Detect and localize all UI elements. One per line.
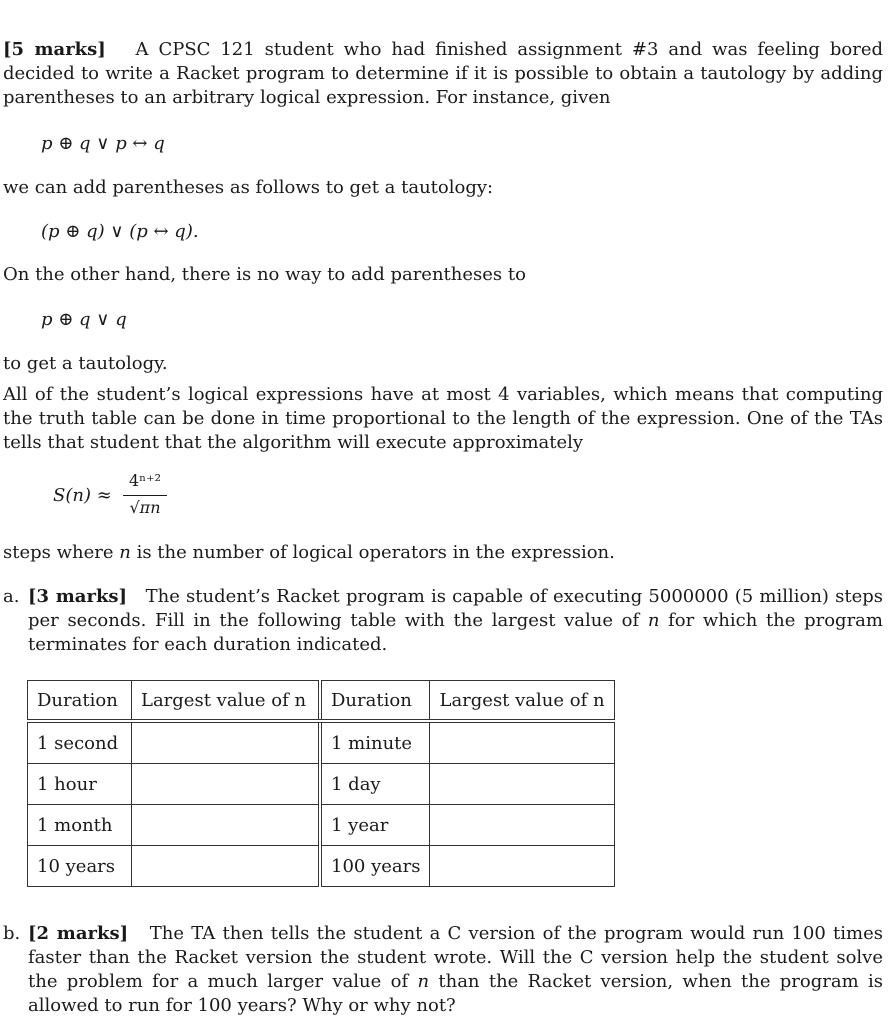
- duration-table: [27, 680, 615, 887]
- other-hand-line: On the other hand, there is no way to add parentheses to: [3, 264, 526, 285]
- answer-cell[interactable]: [430, 764, 614, 805]
- expression-1: p ⊕ q ∨ p ↔ q: [41, 133, 165, 154]
- duration-cell: 1 month: [28, 805, 132, 846]
- duration-cell: 100 years: [320, 846, 430, 887]
- answer-cell[interactable]: [132, 764, 321, 805]
- part-b: [3, 922, 883, 1018]
- duration-cell: 1 minute: [320, 721, 430, 764]
- answer-cell[interactable]: [430, 846, 614, 887]
- part-a-label: a.: [3, 586, 20, 607]
- formula-denominator: √πn: [129, 498, 161, 517]
- part-a-text-2: for which the program terminates for each duration indicated.: [28, 610, 883, 655]
- answer-cell[interactable]: [430, 805, 614, 846]
- formula-fraction: [123, 471, 167, 517]
- intro-marks: [5 marks]: [3, 39, 106, 60]
- intro-paragraph: [3, 38, 883, 110]
- table-row: [28, 805, 615, 846]
- duration-cell: 1 second: [28, 721, 132, 764]
- part-b-var: n: [417, 971, 430, 992]
- part-b-text-2: than the Racket version, when the program is allowed to run for 100 years? Why or why not?: [28, 971, 883, 1016]
- add-parentheses-line: we can add parentheses as follows to get a tautology:: [3, 177, 494, 198]
- expression-3: p ⊕ q ∨ q: [41, 309, 127, 330]
- table-header-row: [28, 681, 615, 722]
- variables-paragraph: All of the student’s logical expressions have at most 4 variables, which means that computing the truth table can be done in time proportional to the length of the expression. One of the TAs tells that student that the algorithm will execute approximately: [3, 384, 883, 453]
- fraction-bar: [123, 495, 167, 496]
- header-duration-1: Duration: [28, 681, 132, 722]
- duration-cell: 10 years: [28, 846, 132, 887]
- part-a-marks: [3 marks]: [28, 586, 128, 607]
- part-b-text-1: The TA then tells the student a C version of the program would run 100 times faster than the Racket version the student wrote. Will the C version help the student solve the problem for a much larger value of: [28, 923, 883, 992]
- duration-cell: 1 day: [320, 764, 430, 805]
- answer-cell[interactable]: [430, 721, 614, 764]
- part-b-text: [28, 922, 883, 1018]
- table-row: [28, 846, 615, 887]
- part-a-text-1: The student’s Racket program is capable of executing 5000000 (5 million) steps per seconds. Fill in the following table with the largest value of: [28, 586, 883, 631]
- steps-line: [3, 541, 883, 565]
- answer-cell[interactable]: [132, 846, 321, 887]
- intro-text: A CPSC 121 student who had finished assignment #3 and was feeling bored decided to write a Racket program to determine if it is possible to obtain a tautology by adding parentheses to an arbitrary logical expression. For instance, given: [3, 39, 884, 108]
- answer-cell[interactable]: [132, 805, 321, 846]
- table-row: [28, 721, 615, 764]
- part-b-marks: [2 marks]: [28, 923, 129, 944]
- part-a: [3, 585, 883, 657]
- header-largest-n-1-text: Largest value of n: [141, 689, 307, 711]
- formula-numerator: 4ⁿ⁺²: [129, 471, 161, 490]
- steps-after: is the number of logical operators in the expression.: [136, 542, 615, 563]
- steps-var: n: [119, 542, 131, 563]
- duration-cell: 1 year: [320, 805, 430, 846]
- steps-before: steps where: [3, 542, 114, 563]
- expression-2: (p ⊕ q) ∨ (p ↔ q).: [41, 221, 199, 242]
- table-row: [28, 764, 615, 805]
- formula-lhs: S(n) ≈: [53, 485, 112, 506]
- part-a-var: n: [647, 610, 660, 631]
- duration-cell: 1 hour: [28, 764, 132, 805]
- header-duration-2: Duration: [320, 681, 430, 722]
- header-largest-n-2: Largest value of n: [430, 681, 614, 722]
- get-tautology-line: to get a tautology.: [3, 353, 168, 374]
- answer-cell[interactable]: [132, 721, 321, 764]
- part-b-label: b.: [3, 923, 21, 944]
- header-largest-n-1: [132, 681, 321, 722]
- part-a-text: [28, 585, 883, 657]
